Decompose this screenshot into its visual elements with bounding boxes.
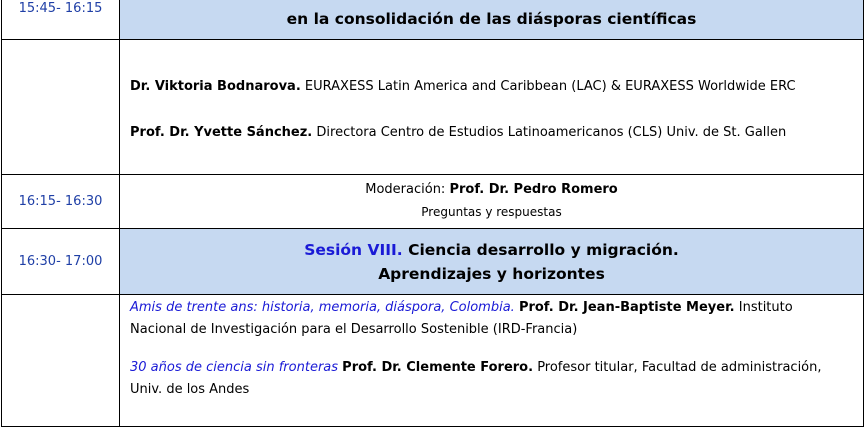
table-row <box>2 40 864 175</box>
speaker-affiliation: Directora Centro de Estudios Latinoamericanos (CLS) Univ. de St. Gallen <box>316 125 787 140</box>
speaker-name: Prof. Dr. Clemente Forero. <box>342 360 534 375</box>
speaker-entry <box>130 77 853 96</box>
qa-label: Preguntas y respuestas <box>421 205 562 219</box>
table-row <box>2 175 864 229</box>
time-cell: 15:45- 16:15 <box>2 0 120 40</box>
speaker-affiliation: Profesor titular, Facultad de administración, Univ. de los Andes <box>130 360 822 397</box>
speaker-entry <box>130 123 853 142</box>
time-cell <box>2 295 120 427</box>
session-title-line1: Ciencia desarrollo y migración. <box>408 240 679 259</box>
time-cell <box>2 40 120 175</box>
time-cell: 16:30- 17:00 <box>2 229 120 295</box>
session-header-cell <box>120 229 864 295</box>
speaker-affiliation: EURAXESS Latin America and Caribbean (LAC) & EURAXESS Worldwide ERC <box>304 79 796 94</box>
session-title-line2: Aprendizajes y horizontes <box>378 264 605 283</box>
talk-entry <box>130 357 853 401</box>
talks-cell <box>120 295 864 427</box>
session-title-cell <box>120 0 864 40</box>
session-label: Sesión VIII. <box>304 240 403 259</box>
talk-entry <box>130 297 853 341</box>
session-heading <box>120 238 863 262</box>
talk-title: 30 años de ciencia sin fronteras <box>130 360 339 375</box>
program-table <box>1 0 864 427</box>
table-row <box>2 229 864 295</box>
session-title: en la consolidación de las diásporas científicas <box>286 10 697 28</box>
table-row <box>2 0 864 40</box>
speaker-name: Prof. Dr. Jean-Baptiste Meyer. <box>518 300 735 315</box>
time-cell: 16:15- 16:30 <box>2 175 120 229</box>
speaker-affiliation: Instituto Nacional de Investigación para el Desarrollo Sostenible (IRD-Francia) <box>130 300 793 337</box>
moderation-label: Moderación: <box>365 182 446 197</box>
talk-title: Amis de trente ans: historia, memoria, diáspora, Colombia. <box>130 300 515 315</box>
speaker-name: Prof. Dr. Yvette Sánchez. <box>130 125 313 140</box>
moderation-cell <box>120 175 864 229</box>
moderator-name: Prof. Dr. Pedro Romero <box>449 182 618 197</box>
speakers-cell <box>120 40 864 175</box>
speaker-name: Dr. Viktoria Bodnarova. <box>130 79 301 94</box>
table-row <box>2 295 864 427</box>
